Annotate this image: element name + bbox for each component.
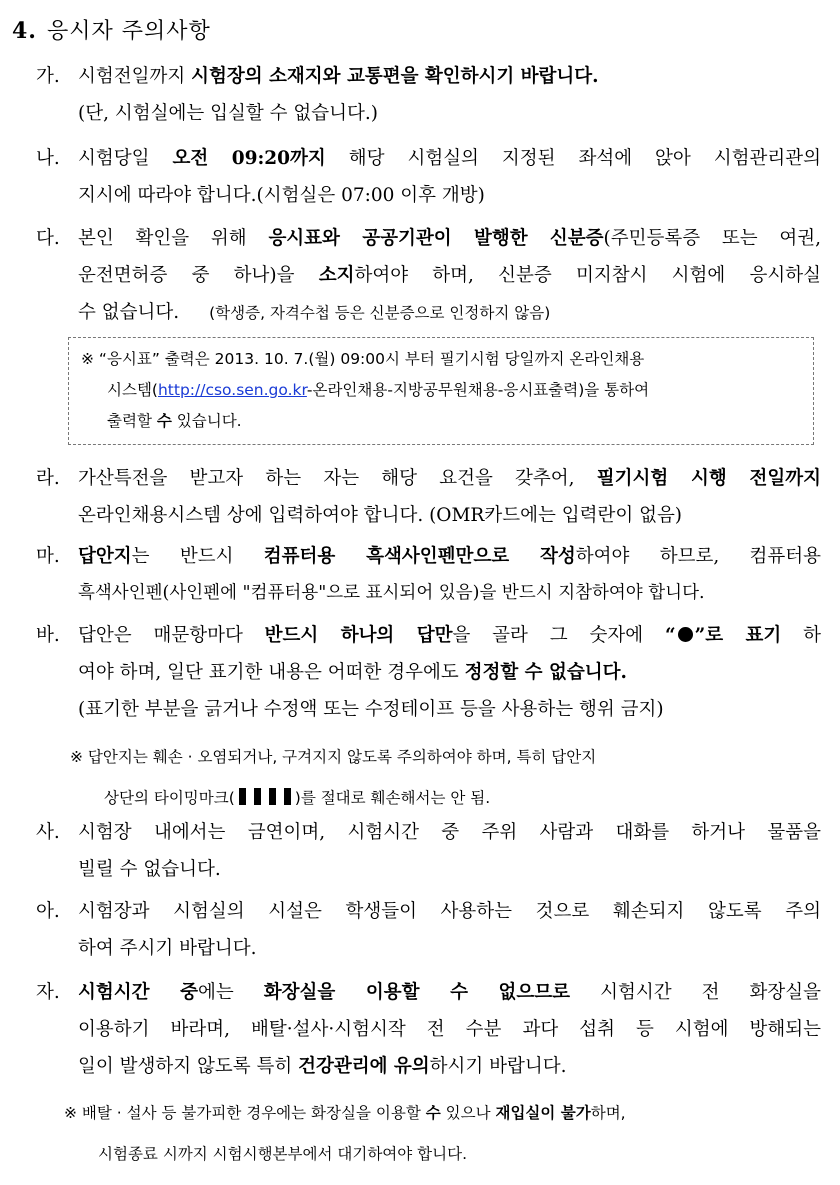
item-line: 빌릴 수 없습니다. (78, 859, 221, 880)
text: 해당 시험실의 지정된 좌석에 앉아 시험관리관의 (325, 148, 821, 169)
bold-text: 정정할 수 없습니다. (464, 662, 627, 683)
sub-note-answer-sheet (70, 737, 818, 819)
item-line: 이용하기 바라며, 배탈·설사·시험시작 전 수분 과다 섭취 등 시험에 방해되는 (78, 1019, 821, 1040)
bold-text: 시험시간 중 (78, 982, 198, 1003)
item-line (78, 294, 821, 332)
filled-circle-icon (678, 627, 693, 642)
text: 하여야 하며, 신분증 미지참시 시험에 응시하실 (354, 265, 821, 286)
bold-text: 화장실을 이용할 수 없으므로 (263, 982, 571, 1003)
item-marker: 자. (36, 982, 60, 1003)
item-line: 지시에 따라야 합니다.(시험실은 07:00 이후 개방) (78, 185, 485, 206)
item-line (78, 974, 821, 1011)
timing-mark-icon (269, 788, 276, 805)
item-line (78, 460, 821, 497)
text: 시험당일 (78, 148, 173, 169)
text: 일이 발생하지 않도록 특히 (78, 1056, 299, 1077)
text: 는 반드시 (131, 546, 264, 567)
item-line (78, 58, 821, 95)
section-title: 응시자 주의사항 (46, 19, 211, 44)
timing-mark-icon (284, 788, 291, 805)
text: 가산특전을 받고자 하는 자는 해당 요건을 갖추어, (78, 468, 597, 489)
text: 하여야 하므로, 컴퓨터용 (575, 546, 822, 567)
item-marker: 가. (36, 66, 60, 87)
notice-item-ga (36, 58, 821, 132)
text: 상단의 타이밍마크( (104, 789, 235, 807)
text: 하며, (590, 1104, 626, 1122)
item-line: 흑색사인펜(사인펜에 "컴퓨터용"으로 표시되어 있음)을 반드시 지참하여야 합니다. (78, 583, 705, 603)
text: 시스템( (107, 381, 158, 399)
notice-item-ma (36, 538, 821, 612)
bold-text: 답안지 (78, 546, 132, 567)
note-line: 시험종료 시까지 시험시행본부에서 대기하여야 합니다. (98, 1145, 468, 1163)
item-line (78, 257, 821, 294)
bold-text: “ (664, 625, 676, 646)
text: ※ 배탈 · 설사 등 불가피한 경우에는 화장실을 이용할 (64, 1104, 426, 1122)
item-marker: 나. (36, 148, 60, 169)
notice-item-ba (36, 617, 821, 728)
note-line (64, 1093, 818, 1134)
item-line (78, 617, 821, 654)
notice-item-ra (36, 460, 821, 534)
text: 출력할 (107, 412, 157, 430)
parenthetical-text: (학생증, 자격수첩 등은 신분증으로 인정하지 않음) (209, 304, 551, 322)
bold-text: 응시표와 공공기관이 발행한 신분증 (268, 228, 604, 249)
item-line: 하여 주시기 바랍니다. (78, 938, 257, 959)
bold-text: 시험장의 소재지와 교통편을 확인하시기 바랍니다. (191, 66, 599, 87)
item-line (78, 654, 821, 691)
item-marker: 아. (36, 901, 60, 922)
text: 여야 하며, 일단 표기한 내용은 어떠한 경우에도 (78, 662, 465, 683)
note-line (81, 375, 803, 406)
text: 있으나 (440, 1104, 496, 1122)
bold-text: ”로 표기 (694, 625, 782, 646)
bold-text: 소지 (318, 265, 355, 286)
section-heading (12, 14, 211, 45)
item-line: 시험장 내에서는 금연이며, 시험시간 중 주위 사람과 대화를 하거나 물품을 (78, 822, 821, 843)
note-line: ※ 답안지는 훼손 · 오염되거나, 구겨지지 않도록 주의하여야 하며, 특히 답안지 (70, 748, 597, 766)
item-line (78, 538, 821, 575)
text: 하시기 바랍니다. (429, 1056, 567, 1077)
item-line: 온라인채용시스템 상에 입력하여야 합니다. (OMR카드에는 입력란이 없음) (78, 505, 683, 526)
notice-item-sa (36, 814, 821, 888)
sub-note-restroom (64, 1093, 818, 1175)
timing-mark-icon (239, 788, 246, 805)
text: 있습니다. (171, 412, 242, 430)
bold-text: 반드시 하나의 답만 (264, 625, 453, 646)
notice-item-na (36, 140, 821, 214)
item-line (78, 1048, 821, 1085)
bold-text: 재입실이 불가 (495, 1104, 591, 1122)
text: )를 절대로 훼손해서는 안 됨. (294, 789, 491, 807)
item-marker: 다. (36, 228, 60, 249)
note-box-admission-ticket (68, 337, 814, 445)
bold-text: 오전 09:20까지 (172, 148, 326, 169)
bold-text: 수 (156, 412, 172, 430)
item-line: 시험장과 시험실의 시설은 학생들이 사용하는 것으로 훼손되지 않도록 주의 (78, 901, 821, 922)
item-line (78, 220, 821, 257)
bold-text: 건강관리에 유의 (298, 1056, 430, 1077)
item-marker: 사. (36, 822, 60, 843)
notice-item-da (36, 220, 821, 332)
text: 수 없습니다. (78, 302, 180, 323)
item-line: (표기한 부분을 긁거나 수정액 또는 수정테이프 등을 사용하는 행위 금지) (78, 699, 664, 720)
note-line (81, 406, 803, 437)
text: (주민등록증 또는 여권, (603, 228, 822, 249)
item-line: (단, 시험실에는 입실할 수 없습니다.) (78, 103, 378, 124)
text: 답안은 매문항마다 (78, 625, 265, 646)
text: 시험시간 전 화장실을 (570, 982, 822, 1003)
bold-text: 필기시험 시행 전일까지 (596, 468, 822, 489)
notice-item-ja (36, 974, 821, 1085)
notice-item-a (36, 893, 821, 967)
text: 을 골라 그 숫자에 (452, 625, 665, 646)
text: 시험전일까지 (78, 66, 192, 87)
text: 본인 확인을 위해 (78, 228, 269, 249)
item-marker: 라. (36, 468, 60, 489)
text: -온라인채용-지방공무원채용-응시표출력)을 통하여 (306, 381, 650, 399)
recruitment-site-link[interactable]: http://cso.sen.go.kr (157, 381, 307, 399)
text: 에는 (197, 982, 264, 1003)
text: 하 (781, 625, 821, 646)
item-marker: 바. (36, 625, 60, 646)
timing-mark-icon (254, 788, 261, 805)
note-line: ※ “응시표” 출력은 2013. 10. 7.(월) 09:00시 부터 필기시험 당일까지 온라인채용 (81, 350, 645, 368)
bold-text: 수 (425, 1104, 441, 1122)
text: 운전면허증 중 하나)을 (78, 265, 319, 286)
note-line (70, 778, 818, 819)
bold-text: 컴퓨터용 흑색사인펜만으로 작성 (263, 546, 576, 567)
item-line (78, 140, 821, 177)
item-marker: 마. (36, 546, 60, 567)
section-number: 4. (12, 18, 37, 44)
